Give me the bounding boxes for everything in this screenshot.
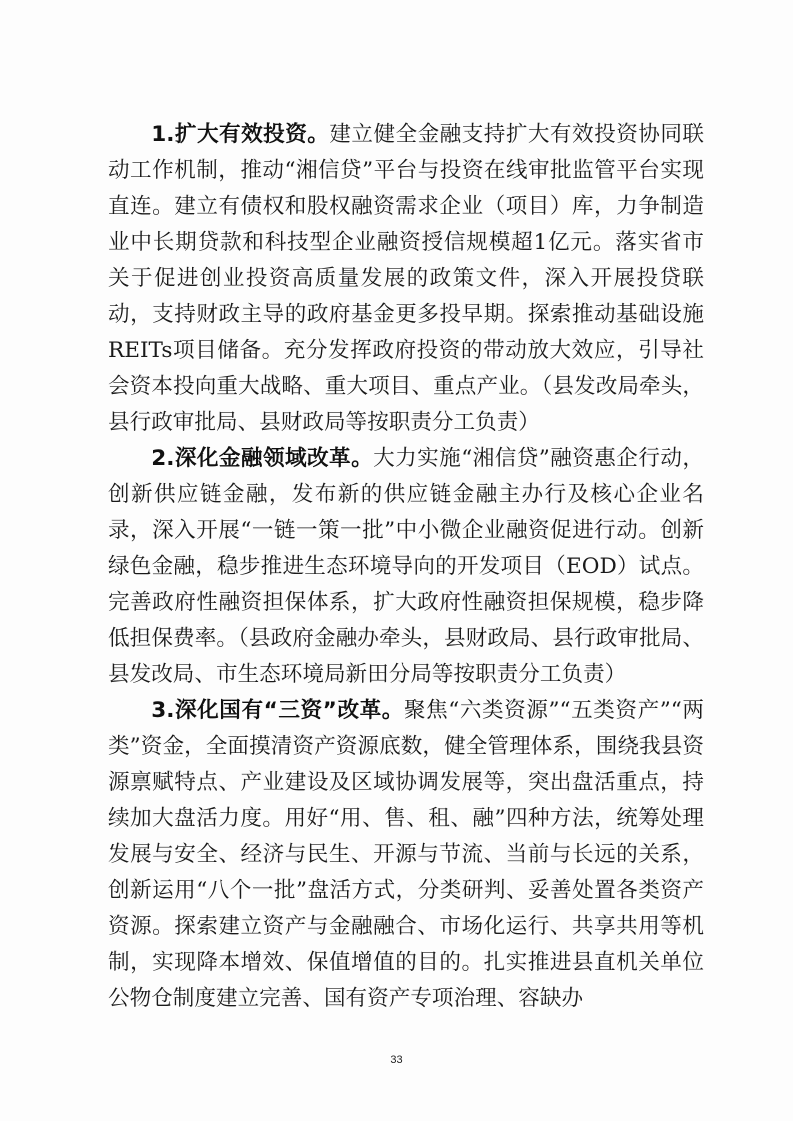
paragraph-state-assets-reform xyxy=(108,693,704,1017)
paragraph-text: 大力实施“湘信贷”融资惠企行动，创新供应链金融，发布新的供应链金融主办行及核心企业名录，深入开展“一链一策一批”中小微企业融资促进行动。创新绿色金融，稳步推进生态环境导向的开发项目（EOD）试点。完善政府性融资担保体系，扩大政府性融资担保规模，稳步降低担保费率。（县政府金融办牵头，县财政局、县行政审批局、县发改局、市生态环境局新田分局等按职责分工负责） xyxy=(108,446,704,687)
paragraph-heading: 2.深化金融领域改革。 xyxy=(151,446,374,471)
paragraph-expand-investment xyxy=(108,117,704,441)
paragraph-text: 建立健全金融支持扩大有效投资协同联动工作机制，推动“湘信贷”平台与投资在线审批监管平台实现直连。建立有债权和股权融资需求企业（项目）库，力争制造业中长期贷款和科技型企业融资授信规模超1亿元。落实省市关于促进创业投资高质量发展的政策文件，深入开展投贷联动，支持财政主导的政府基金更多投早期。探索推动基础设施REITs项目储备。充分发挥政府投资的带动放大效应，引导社会资本投向重大战略、重大项目、重点产业。（县发改局牵头，县行政审批局、县财政局等按职责分工负责） xyxy=(108,122,704,435)
document-body xyxy=(108,117,704,1017)
page-number: 33 xyxy=(390,1054,403,1066)
paragraph-heading: 1.扩大有效投资。 xyxy=(151,122,330,147)
paragraph-heading: 3.深化国有“三资”改革。 xyxy=(151,698,404,723)
paragraph-text: 聚焦“六类资源”“五类资产”“两类”资金，全面摸清资产资源底数，健全管理体系，围绕我县资源禀赋特点、产业建设及区域协调发展等，突出盘活重点，持续加大盘活力度。用好“用、售、租、融”四种方法，统筹处理发展与安全、经济与民生、开源与节流、当前与长远的关系，创新运用“八个一批”盘活方式，分类研判、妥善处置各类资产资源。探索建立资产与金融融合、市场化运行、共享共用等机制，实现降本增效、保值增值的目的。扎实推进县直机关单位公物仓制度建立完善、国有资产专项治理、容缺办 xyxy=(108,698,704,1011)
paragraph-finance-reform xyxy=(108,441,704,693)
